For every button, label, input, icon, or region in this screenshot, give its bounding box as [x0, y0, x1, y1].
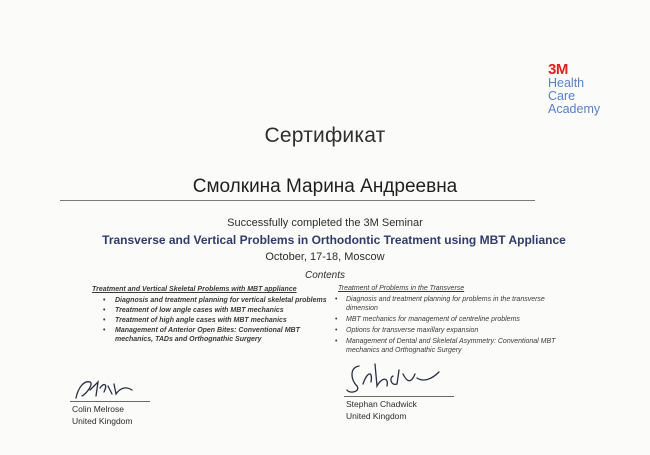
list-item: • Diagnosis and treatment planning for vertical skeletal problems: [92, 296, 332, 305]
right-topic-list: [335, 295, 560, 355]
3m-logo: 3M: [548, 61, 568, 78]
recipient-name: Смолкина Марина Андреевна: [192, 176, 458, 197]
contents-label: Contents: [304, 270, 346, 281]
brand-line-academy: Academy: [548, 102, 601, 116]
right-column-heading: Treatment of Problems in the Transverse: [338, 285, 465, 292]
signature-colin-melrose: [70, 376, 140, 402]
brand-block: [548, 62, 638, 116]
signatory-right: [346, 398, 417, 422]
list-item: • Management of Dental and Skeletal Asymmetry: Conventional MBT mechanics and Orthognathic Surgery: [335, 337, 560, 355]
list-item: • MBT mechanics for management of centreline problems: [335, 315, 560, 324]
right-contents-column: [335, 284, 560, 357]
signatory-name: Colin Melrose: [72, 404, 124, 414]
list-item: • Treatment of high angle cases with MBT mechanics: [92, 316, 332, 325]
signature-stephan-chadwick: [345, 360, 445, 396]
signatory-country: United Kingdom: [72, 416, 133, 426]
seminar-title: Transverse and Vertical Problems in Orthodontic Treatment using MBT Appliance: [102, 233, 566, 247]
list-item: • Options for transverse maxillary expansion: [335, 326, 560, 335]
signatory-left: [72, 403, 132, 427]
list-item: • Diagnosis and treatment planning for problems in the transverse dimension: [335, 295, 560, 313]
completion-statement: Successfully completed the 3M Seminar: [227, 217, 423, 229]
list-item: • Treatment of low angle cases with MBT mechanics: [92, 306, 332, 315]
left-contents-column: [92, 285, 332, 345]
left-column-heading: Treatment and Vertical Skeletal Problems with MBT appliance: [92, 286, 297, 293]
seminar-date: October, 17-18, Moscow: [265, 251, 385, 263]
brand-line-care: Care: [548, 89, 576, 103]
brand-line-health: Health: [548, 76, 585, 90]
signatory-name: Stephan Chadwick: [346, 399, 417, 409]
list-item: • Management of Anterior Open Bites: Conventional MBT mechanics, TADs and Orthognathic Surgery: [92, 326, 332, 344]
signature-line-right: [344, 396, 454, 397]
signature-line-left: [70, 401, 150, 402]
certificate-title: Сертификат: [264, 124, 386, 147]
recipient-underline: [60, 200, 535, 201]
signatory-country: United Kingdom: [346, 411, 407, 421]
left-topic-list: [92, 296, 332, 344]
